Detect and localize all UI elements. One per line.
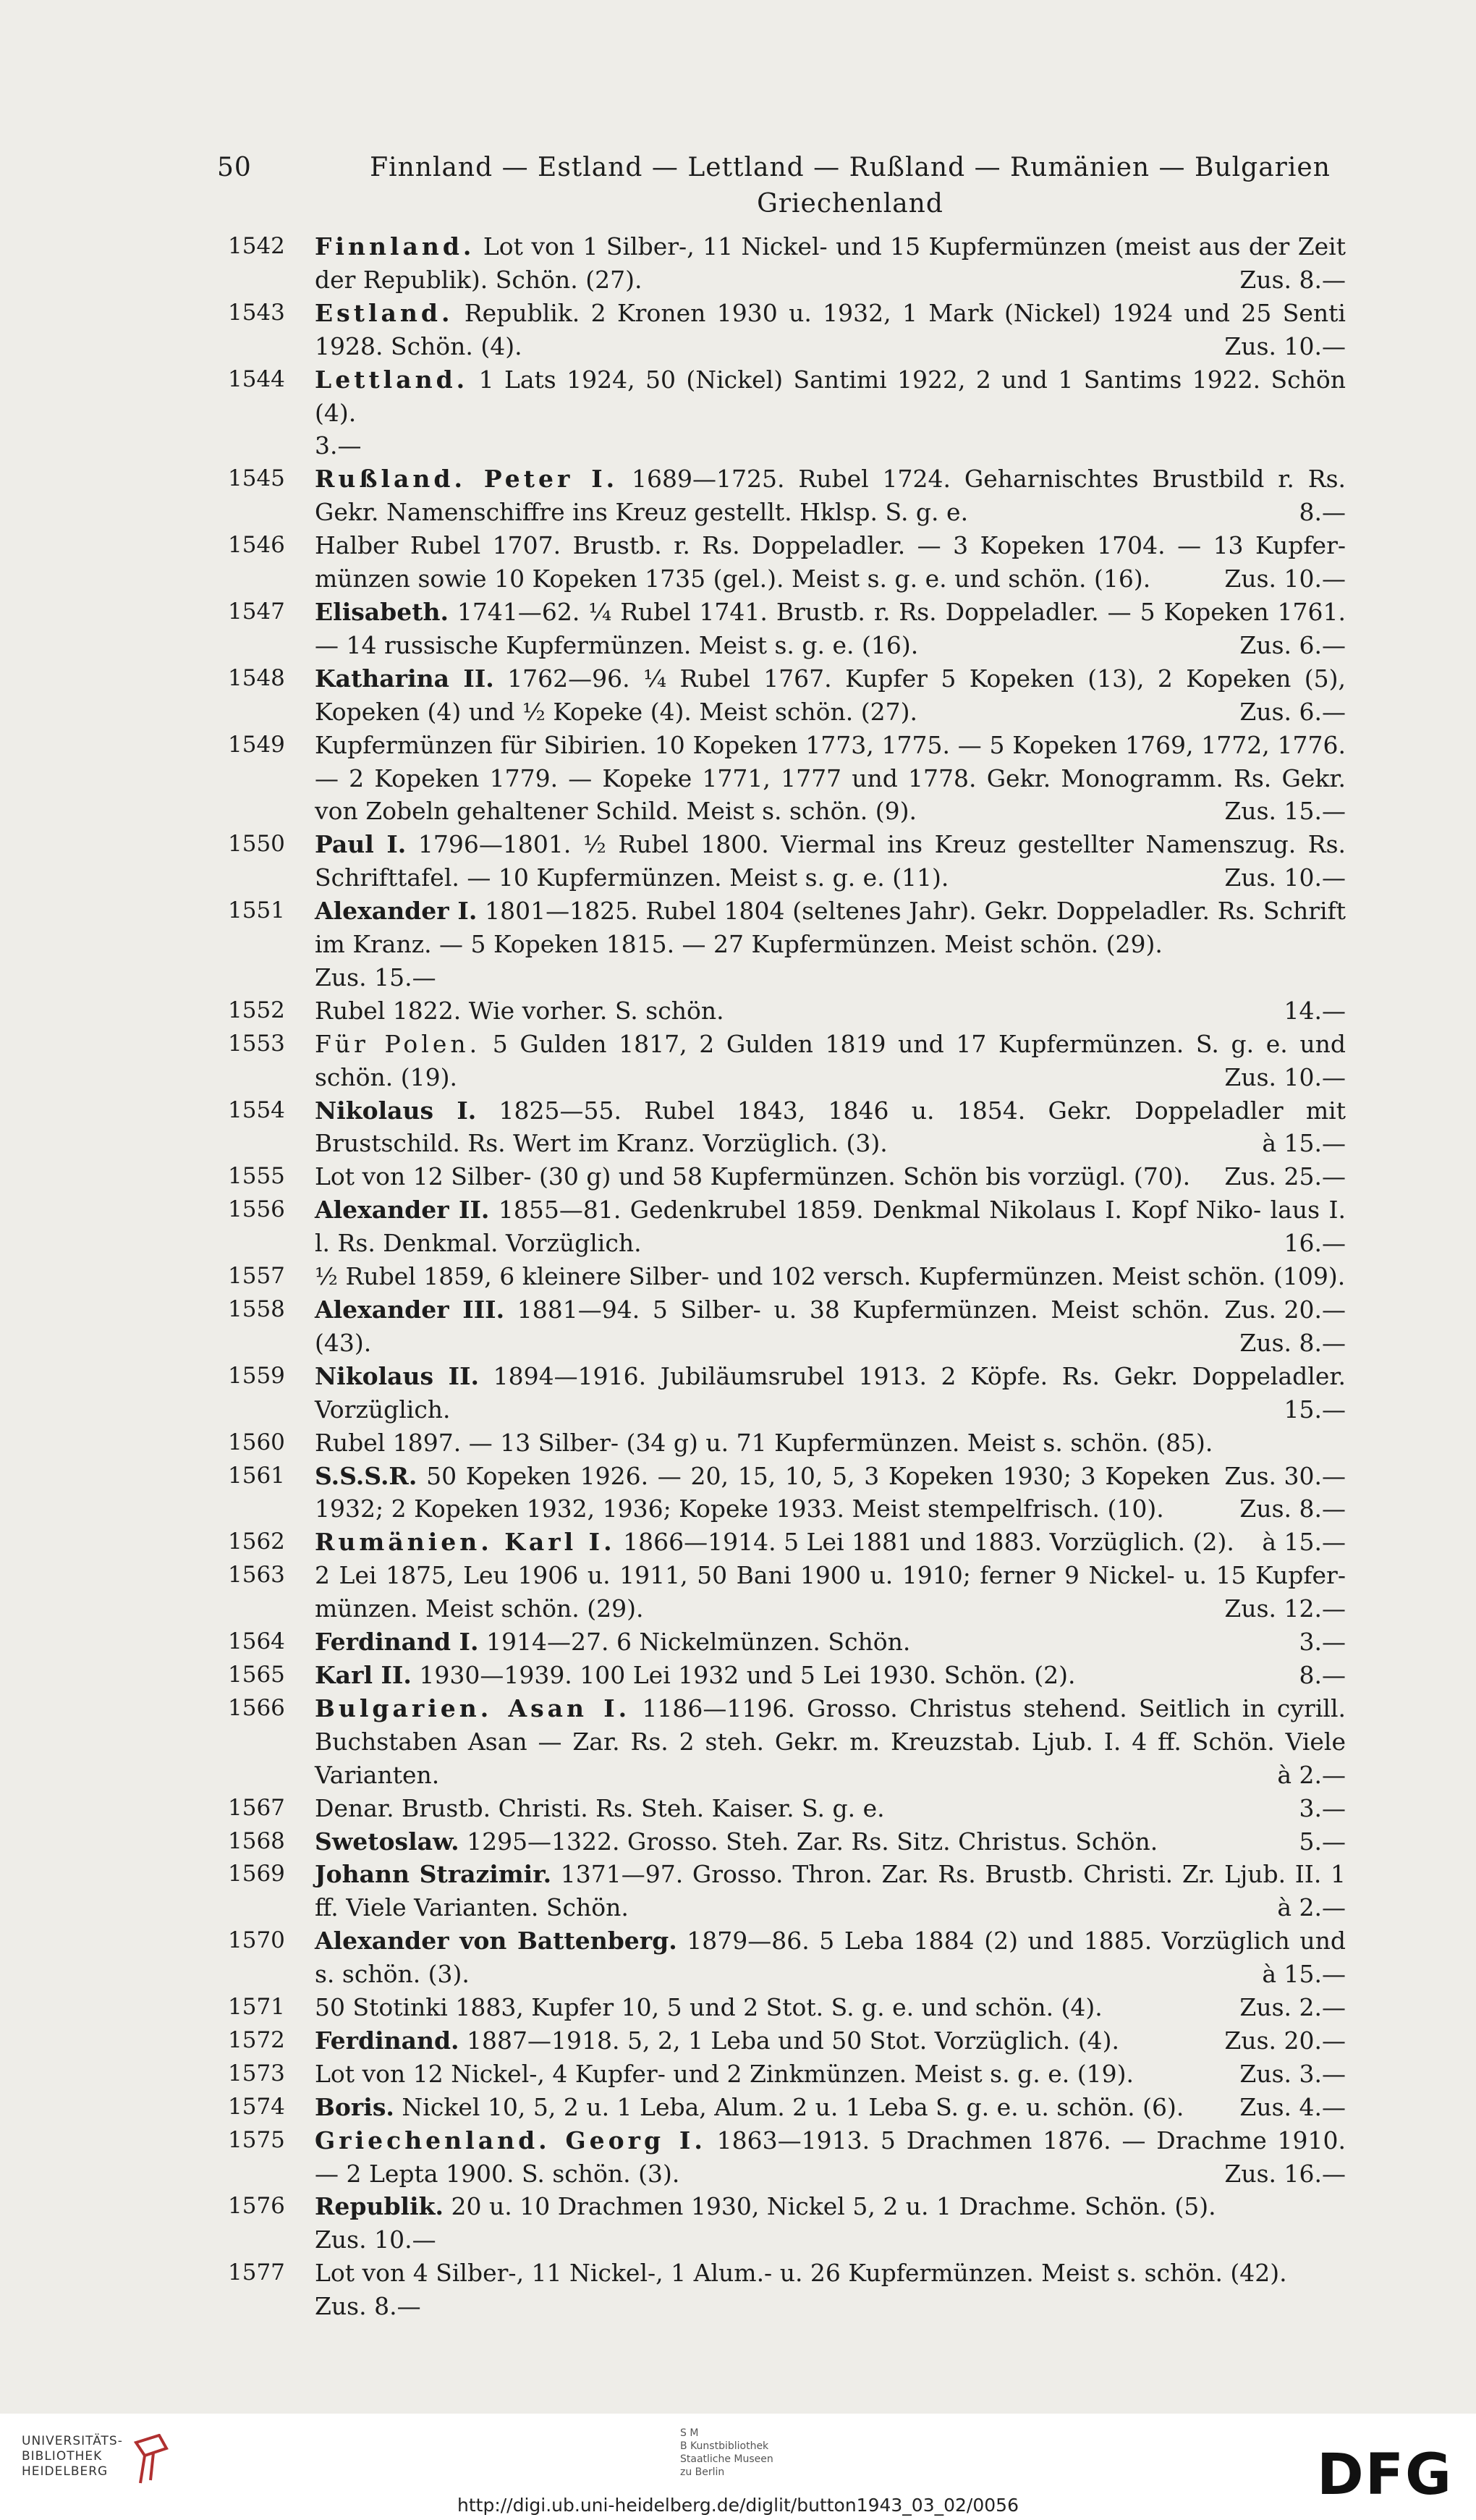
lot-text: 1881—94. 5 Silber- u. 38 Kupfermünzen. Meist schön. (43). bbox=[315, 1295, 1210, 1357]
lot-text: Gekr. Namenschiffre ins Kreuz gestellt. Hklsp. S. g. e. bbox=[315, 498, 969, 527]
lot-price: Zus. 20.— bbox=[1224, 2026, 1346, 2055]
lot-description bbox=[315, 363, 1346, 463]
lot-text: 1928. Schön. (4). bbox=[315, 331, 522, 360]
lot-text: 1887—1918. 5, 2, 1 Leba und 50 Stot. Vorzüglich. (4). bbox=[467, 2026, 1120, 2055]
lot-heading: Ferdinand. bbox=[315, 2026, 459, 2055]
lot-description bbox=[315, 1094, 1346, 1161]
catalog-entry bbox=[228, 1526, 1346, 1559]
lot-number: 1542 bbox=[228, 233, 285, 259]
lot-price: Zus. 10.— bbox=[1224, 565, 1346, 593]
lot-price: 3.— bbox=[1299, 1628, 1346, 1657]
lot-number: 1562 bbox=[228, 1529, 285, 1555]
catalog-entry bbox=[228, 994, 1346, 1028]
lot-text: 20 u. 10 Drachmen 1930, Nickel 5, 2 u. 1 Drachme. Schön. (5). bbox=[451, 2192, 1216, 2221]
lot-price: 14.— bbox=[1284, 996, 1346, 1025]
lot-number: 1559 bbox=[228, 1362, 285, 1389]
lot-number: 1565 bbox=[228, 1661, 285, 1688]
kunstbibliothek-logo[interactable]: S M B Kunstbibliothek Staatliche Museen zu Berlin bbox=[680, 2427, 773, 2478]
lot-description bbox=[315, 994, 1346, 1028]
lot-heading: Katharina II. bbox=[315, 664, 494, 693]
catalog-entry bbox=[228, 1028, 1346, 1094]
lot-price: 3.— bbox=[315, 431, 362, 460]
lot-price: Zus. 3.— bbox=[1239, 2059, 1346, 2088]
catalog-entry bbox=[228, 1625, 1346, 1659]
lot-text: 1855—81. Gedenkrubel 1859. Denkmal Nikolaus I. Kopf Niko- bbox=[498, 1196, 1262, 1225]
lot-description bbox=[315, 729, 1346, 829]
lot-text: Viele Varianten. bbox=[315, 1727, 1346, 1789]
lot-price: Zus. 8.— bbox=[1239, 1328, 1346, 1357]
lot-text: laus I. l. Rs. Denkmal. Vorzüglich. bbox=[315, 1196, 1346, 1258]
lot-heading: Rußland. Peter I. bbox=[315, 465, 619, 494]
lot-description bbox=[315, 230, 1346, 297]
catalog-entry bbox=[228, 1659, 1346, 1692]
lot-price: à 15.— bbox=[1262, 1960, 1346, 1989]
lot-number: 1554 bbox=[228, 1096, 285, 1123]
lot-heading: Bulgarien. Asan I. bbox=[315, 1694, 631, 1722]
lot-text: münzen. Meist schön. (29). bbox=[315, 1594, 644, 1623]
lot-text: Rubel 1822. Wie vorher. S. schön. bbox=[315, 996, 724, 1025]
lot-heading: Estland. bbox=[315, 298, 454, 327]
lot-number: 1566 bbox=[228, 1694, 285, 1721]
catalog-entry bbox=[228, 1293, 1346, 1360]
lot-description bbox=[315, 2024, 1346, 2058]
catalog-entry bbox=[228, 895, 1346, 994]
lot-heading: S.S.S.R. bbox=[315, 1461, 417, 1490]
lot-price: Zus. 2.— bbox=[1239, 1993, 1346, 2022]
lot-text: Zeit der Republik). Schön. (27). bbox=[315, 232, 1346, 294]
lot-price: Zus. 10.— bbox=[1224, 331, 1346, 360]
lot-number: 1575 bbox=[228, 2126, 285, 2153]
lot-text: 1 Lats 1924, 50 (Nickel) Santimi 1922, 2 und 1 Santims 1922. Schön (4). bbox=[315, 365, 1346, 427]
lot-number: 1560 bbox=[228, 1429, 285, 1455]
catalog-entry bbox=[228, 297, 1346, 363]
lot-text: Nickel 10, 5, 2 u. 1 Leba, Alum. 2 u. 1 Leba S. g. e. u. schön. (6). bbox=[402, 2092, 1184, 2121]
uni-logo-text: UNIVERSITÄTS- BIBLIOTHEK HEIDELBERG bbox=[22, 2434, 123, 2479]
lot-description bbox=[315, 1924, 1346, 1991]
lot-price: Zus. 8.— bbox=[315, 2292, 421, 2321]
lot-price: à 2.— bbox=[1277, 1760, 1346, 1789]
lot-price: Zus. 8.— bbox=[1239, 1494, 1346, 1523]
lot-number: 1563 bbox=[228, 1562, 285, 1589]
lot-number: 1551 bbox=[228, 897, 285, 924]
university-library-logo[interactable] bbox=[22, 2434, 203, 2479]
catalog-entry bbox=[228, 1460, 1346, 1526]
lot-number: 1546 bbox=[228, 532, 285, 559]
lot-number: 1570 bbox=[228, 1927, 285, 1954]
catalog-entry bbox=[228, 1991, 1346, 2024]
lot-description bbox=[315, 2124, 1346, 2191]
catalog-entry bbox=[228, 1094, 1346, 1161]
lot-number: 1544 bbox=[228, 365, 285, 392]
lot-text: Schrifttafel. — 10 Kupfermünzen. Meist s. g. e. (11). bbox=[315, 863, 949, 892]
lot-price: Zus. 25.— bbox=[1224, 1162, 1346, 1191]
lot-text: Lot von 12 Nickel-, 4 Kupfer- und 2 Zinkmünzen. Meist s. g. e. (19). bbox=[315, 2059, 1134, 2088]
lot-heading: Boris. bbox=[315, 2092, 394, 2121]
lot-price: Zus. 15.— bbox=[315, 963, 436, 991]
lot-number: 1547 bbox=[228, 598, 285, 625]
lot-text: 1863—1913. 5 Drachmen 1876. — Drachme 1910. — bbox=[315, 2126, 1346, 2188]
lot-number: 1548 bbox=[228, 664, 285, 691]
lot-text: Lot von 1 Silber-, 11 Nickel- und 15 Kupfermünzen (meist aus der bbox=[483, 232, 1290, 261]
lot-description bbox=[315, 895, 1346, 994]
catalog-entry bbox=[228, 1360, 1346, 1426]
lot-price: à 15.— bbox=[1262, 1129, 1346, 1158]
catalog-entry bbox=[228, 363, 1346, 463]
lot-heading: Alexander II. bbox=[315, 1196, 490, 1225]
catalog-entry bbox=[228, 1825, 1346, 1859]
lot-number: 1557 bbox=[228, 1263, 285, 1290]
lot-description bbox=[315, 1692, 1346, 1792]
lot-description bbox=[315, 1526, 1346, 1559]
catalog-entry bbox=[228, 462, 1346, 529]
lot-number: 1567 bbox=[228, 1794, 285, 1821]
lot-text: Gekr. von Zobeln gehaltener Schild. Meist s. schön. (9). bbox=[315, 764, 1346, 826]
catalog-entry bbox=[228, 2257, 1346, 2323]
lot-text: Lot von 12 Silber- (30 g) und 58 Kupfermünzen. Schön bis vorzügl. (70). bbox=[315, 1162, 1191, 1191]
catalog-entry bbox=[228, 2058, 1346, 2091]
lot-number: 1552 bbox=[228, 997, 285, 1023]
lot-heading: Alexander von Battenberg. bbox=[315, 1927, 677, 1955]
catalog-entry bbox=[228, 1160, 1346, 1193]
catalog-entries bbox=[228, 230, 1346, 2323]
lot-heading: Elisabeth. bbox=[315, 597, 449, 626]
lot-text: 1776. — 2 Kopeken 1779. — Kopeke 1771, 1777 und 1778. Gekr. Monogramm. Rs. bbox=[315, 730, 1346, 792]
heidelberg-logo-icon bbox=[130, 2434, 174, 2486]
lot-heading: Rumänien. Karl I. bbox=[315, 1528, 616, 1557]
lot-price: Zus. 15.— bbox=[1224, 797, 1346, 826]
lot-price: 5.— bbox=[1299, 1827, 1346, 1856]
lot-number: 1555 bbox=[228, 1163, 285, 1190]
lot-text: 1689—1725. Rubel 1724. Geharnischtes Brustbild r. Rs. bbox=[632, 465, 1346, 494]
page-title: Finnland — Estland — Lettland — Rußland — Rumänien — Bulgarien bbox=[370, 153, 1331, 182]
lot-description bbox=[315, 2058, 1346, 2091]
lot-text: münzen sowie 10 Kopeken 1735 (gel.). Meist s. g. e. und schön. (16). bbox=[315, 565, 1151, 593]
lot-text: 1894—1916. Jubiläumsrubel 1913. 2 Köpfe. Rs. Gekr. Doppeladler. bbox=[493, 1361, 1346, 1390]
lot-price: Zus. 12.— bbox=[1224, 1594, 1346, 1623]
lot-description bbox=[315, 462, 1346, 529]
lot-number: 1561 bbox=[228, 1462, 285, 1489]
lot-text: Buchstaben Asan — Zar. Rs. 2 steh. Gekr. m. Kreuzstab. Ljub. I. 4 ff. Schön. bbox=[315, 1727, 1275, 1756]
lot-price: Zus. 20.— bbox=[1224, 1295, 1346, 1324]
lot-description bbox=[315, 1825, 1346, 1859]
footer-bar bbox=[0, 2414, 1476, 2520]
lot-text: 1762—96. ¼ Rubel 1767. Kupfer 5 Kopeken (13), 2 Kopeken (5), bbox=[507, 664, 1346, 693]
lot-text: 1930—1939. 100 Lei 1932 und 5 Lei 1930. Schön. (2). bbox=[419, 1660, 1076, 1689]
lot-number: 1550 bbox=[228, 831, 285, 858]
lot-number: 1545 bbox=[228, 465, 285, 492]
catalog-entry bbox=[228, 230, 1346, 297]
lot-price: Zus. 8.— bbox=[1239, 265, 1346, 294]
lot-price: Zus. 4.— bbox=[1239, 2092, 1346, 2121]
lot-text: 1914—27. 6 Nickelmünzen. Schön. bbox=[485, 1628, 911, 1657]
lot-description bbox=[315, 529, 1346, 596]
lot-heading: Nikolaus I. bbox=[315, 1096, 477, 1125]
lot-number: 1564 bbox=[228, 1628, 285, 1655]
lot-description bbox=[315, 1792, 1346, 1825]
lot-text: (109). bbox=[1273, 1262, 1346, 1291]
lot-price: 3.— bbox=[1299, 1793, 1346, 1822]
lot-text: 1 ff. Viele Varianten. Schön. bbox=[315, 1860, 1346, 1922]
lot-number: 1553 bbox=[228, 1030, 285, 1057]
lot-price: à 15.— bbox=[1262, 1528, 1346, 1557]
lot-description bbox=[315, 596, 1346, 662]
lot-price: 15.— bbox=[1284, 1395, 1346, 1424]
lot-text: 1801—1825. Rubel 1804 (seltenes Jahr). Gekr. Doppeladler. Rs. bbox=[485, 897, 1256, 926]
lot-price: Zus. 6.— bbox=[1239, 697, 1346, 726]
lot-text: 2 Kopeken 1932, 1936; Kopeke 1933. Meist stempelfrisch. (10). bbox=[391, 1494, 1164, 1523]
lot-description bbox=[315, 2257, 1346, 2323]
catalog-entry bbox=[228, 2190, 1346, 2257]
catalog-entry bbox=[228, 2124, 1346, 2191]
lot-number: 1574 bbox=[228, 2093, 285, 2120]
lot-heading: Nikolaus II. bbox=[315, 1361, 480, 1390]
lot-number: 1571 bbox=[228, 1994, 285, 2021]
lot-text: ½ Rubel 1859, 6 kleinere Silber- und 102 versch. Kupfermünzen. Meist schön. bbox=[315, 1262, 1266, 1291]
lot-number: 1573 bbox=[228, 2060, 285, 2086]
lot-text: Kopeken (4) und ½ Kopeke (4). Meist schön. (27). bbox=[315, 697, 917, 726]
lot-heading: Alexander I. bbox=[315, 897, 478, 926]
catalog-entry bbox=[228, 729, 1346, 829]
lot-number: 1549 bbox=[228, 731, 285, 758]
catalog-entry bbox=[228, 2024, 1346, 2058]
lot-number: 1568 bbox=[228, 1827, 285, 1854]
lot-heading: Republik. bbox=[315, 2192, 444, 2221]
lot-text: 2 Lei 1875, Leu 1906 u. 1911, 50 Bani 1900 u. 1910; ferner 9 Nickel- u. 15 Kupfer- bbox=[315, 1561, 1346, 1590]
lot-price: à 2.— bbox=[1277, 1893, 1346, 1922]
catalog-entry bbox=[228, 596, 1346, 662]
lot-text: 1866—1914. 5 Lei 1881 und 1883. Vorzüglich. (2). bbox=[623, 1528, 1234, 1557]
lot-number: 1556 bbox=[228, 1196, 285, 1223]
lot-number: 1576 bbox=[228, 2193, 285, 2220]
source-url[interactable]: http://digi.ub.uni-heidelberg.de/diglit/button1943_03_02/0056 bbox=[457, 2495, 1019, 2516]
lot-text: Vorzüglich. bbox=[315, 1395, 451, 1424]
lot-text: 1761. — 14 russische Kupfermünzen. Meist s. g. e. (16). bbox=[315, 597, 1346, 659]
lot-description bbox=[315, 1858, 1346, 1924]
lot-price: Zus. 10.— bbox=[1224, 863, 1346, 892]
lot-heading: Griechenland. Georg I. bbox=[315, 2126, 706, 2155]
lot-text: Halber Rubel 1707. Brustb. r. Rs. Doppeladler. — 3 Kopeken 1704. — 13 Kupfer- bbox=[315, 531, 1346, 560]
lot-description bbox=[315, 1028, 1346, 1094]
catalog-entry bbox=[228, 662, 1346, 729]
catalog-entry bbox=[228, 1692, 1346, 1792]
catalog-entry bbox=[228, 1193, 1346, 1260]
lot-text: Lot von 4 Silber-, 11 Nickel-, 1 Alum.- u. 26 Kupfermünzen. Meist s. schön. (42). bbox=[315, 2259, 1287, 2288]
lot-price: 8.— bbox=[1299, 498, 1346, 527]
lot-description bbox=[315, 2091, 1346, 2124]
catalog-entry bbox=[228, 1858, 1346, 1924]
lot-heading: Finnland. bbox=[315, 232, 475, 261]
lot-text: 50 Stotinki 1883, Kupfer 10, 5 und 2 Stot. S. g. e. und schön. (4). bbox=[315, 1993, 1103, 2022]
lot-price: Zus. 16.— bbox=[1224, 2159, 1346, 2188]
catalog-entry bbox=[228, 529, 1346, 596]
dfg-logo[interactable]: DFG bbox=[1317, 2443, 1454, 2508]
lot-price: 16.— bbox=[1284, 1229, 1346, 1258]
lot-price: Zus. 10.— bbox=[315, 2225, 436, 2254]
lot-text: 1879—86. 5 Leba 1884 (2) und 1885. Vorzüglich und bbox=[687, 1927, 1346, 1955]
lot-description bbox=[315, 2190, 1346, 2257]
lot-heading: Karl II. bbox=[315, 1660, 412, 1689]
lot-text: 1295—1322. Grosso. Steh. Zar. Rs. Sitz. Christus. Schön. bbox=[467, 1827, 1158, 1856]
page-number: 50 bbox=[217, 153, 252, 182]
lot-description bbox=[315, 1559, 1346, 1625]
catalog-entry bbox=[228, 1924, 1346, 1991]
lot-price: Zus. 30.— bbox=[1224, 1461, 1346, 1490]
lot-heading: Für Polen. bbox=[315, 1029, 481, 1058]
lot-description bbox=[315, 1460, 1346, 1526]
lot-text: 1371—97. Grosso. Thron. Zar. Rs. Brustb. Christi. Zr. Ljub. II. bbox=[560, 1860, 1322, 1889]
lot-heading: Lettland. bbox=[315, 365, 469, 394]
lot-description bbox=[315, 1991, 1346, 2024]
lot-text: 1741—62. ¼ Rubel 1741. Brustb. r. Rs. Doppeladler. — 5 Kopeken bbox=[457, 597, 1269, 626]
lot-price: Zus. 10.— bbox=[1224, 1062, 1346, 1091]
lot-heading: Ferdinand I. bbox=[315, 1628, 479, 1657]
lot-number: 1572 bbox=[228, 2026, 285, 2053]
lot-description bbox=[315, 662, 1346, 729]
lot-description bbox=[315, 1193, 1346, 1260]
lot-text: Rs. Wert im Kranz. Vorzüglich. (3). bbox=[467, 1129, 888, 1158]
lot-description bbox=[315, 1659, 1346, 1692]
lot-text: 1186—1196. Grosso. Christus stehend. Seitlich in cyrill. bbox=[642, 1694, 1346, 1722]
catalog-entry bbox=[228, 2091, 1346, 2124]
lot-description bbox=[315, 1160, 1346, 1193]
lot-price: Zus. 6.— bbox=[1239, 630, 1346, 659]
lot-heading: Swetoslaw. bbox=[315, 1827, 459, 1856]
catalog-entry bbox=[228, 1559, 1346, 1625]
lot-text: 1825—55. Rubel 1843, 1846 u. 1854. Gekr. Doppeladler mit Brustschild. bbox=[315, 1096, 1346, 1158]
lot-number: 1543 bbox=[228, 299, 285, 326]
lot-number: 1558 bbox=[228, 1296, 285, 1322]
lot-text: 5 Gulden 1817, 2 Gulden 1819 und 17 Kupfermünzen. S. g. e. und bbox=[492, 1029, 1346, 1058]
lot-price: 8.— bbox=[1299, 1660, 1346, 1689]
lot-description bbox=[315, 828, 1346, 895]
lot-text: Schrift im Kranz. — 5 Kopeken 1815. — 27 Kupfermünzen. Meist schön. (29). bbox=[315, 897, 1346, 959]
lot-text: 1796—1801. ½ Rubel 1800. Viermal ins Kreuz gestellter Namenszug. Rs. bbox=[417, 830, 1346, 859]
lot-description bbox=[315, 1625, 1346, 1659]
catalog-entry bbox=[228, 828, 1346, 895]
lot-description bbox=[315, 1293, 1346, 1360]
lot-description bbox=[315, 1360, 1346, 1426]
lot-description bbox=[315, 297, 1346, 363]
lot-text: schön. (19). bbox=[315, 1062, 458, 1091]
lot-text: Kupfermünzen für Sibirien. 10 Kopeken 1773, 1775. — 5 Kopeken 1769, 1772, bbox=[315, 730, 1270, 759]
lot-number: 1577 bbox=[228, 2259, 285, 2286]
lot-heading: Paul I. bbox=[315, 830, 407, 859]
page-subtitle: Griechenland bbox=[757, 189, 943, 219]
lot-text: Denar. Brustb. Christi. Rs. Steh. Kaiser. S. g. e. bbox=[315, 1793, 885, 1822]
lot-text: 2 Lepta 1900. S. schön. (3). bbox=[346, 2159, 680, 2188]
lot-heading: Alexander III. bbox=[315, 1295, 505, 1324]
lot-text: Rubel 1897. — 13 Silber- (34 g) u. 71 Kupfermünzen. Meist s. schön. (85). bbox=[315, 1428, 1213, 1457]
lot-heading: Johann Strazimir. bbox=[315, 1860, 552, 1889]
lot-text: s. schön. (3). bbox=[315, 1960, 470, 1989]
lot-number: 1569 bbox=[228, 1861, 285, 1887]
catalog-entry bbox=[228, 1792, 1346, 1825]
lot-text: Republik. 2 Kronen 1930 u. 1932, 1 Mark (Nickel) 1924 und 25 Senti bbox=[464, 298, 1346, 327]
lot-text: 50 Kopeken 1926. — 20, 15, 10, 5, 3 Kopeken 1930; 3 Kopeken 1932; bbox=[315, 1461, 1210, 1523]
